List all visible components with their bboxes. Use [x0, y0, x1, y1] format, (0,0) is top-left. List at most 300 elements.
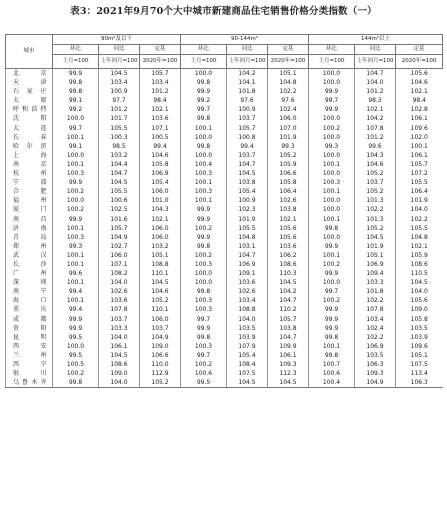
index-value: 100.8: [227, 133, 268, 142]
index-value: 99.7: [53, 124, 99, 133]
city-name: 郑州: [6, 242, 53, 251]
index-value: 99.8: [309, 333, 355, 342]
index-value: 101.9: [268, 133, 309, 142]
index-value: 102.2: [396, 215, 443, 224]
index-value: 105.2: [355, 187, 396, 196]
table-row: [6, 260, 443, 269]
index-value: 105.2: [355, 224, 396, 233]
index-value: 99.9: [309, 305, 355, 314]
index-value: 104.5: [99, 178, 140, 187]
index-value: 109.4: [355, 269, 396, 278]
index-value: 110.3: [268, 269, 309, 278]
index-value: 104.0: [99, 333, 140, 342]
index-value: 107.1: [99, 260, 140, 269]
index-value: 101.9: [396, 196, 443, 205]
index-value: 107.8: [355, 305, 396, 314]
index-value: 106.9: [355, 260, 396, 269]
base-header-prev-year: 上年同月=100: [355, 55, 396, 69]
index-value: 102.2: [355, 333, 396, 342]
index-value: 109.3: [268, 360, 309, 369]
index-value: 99.9: [53, 69, 99, 79]
index-value: 105.5: [99, 187, 140, 196]
index-value: 102.6: [227, 287, 268, 296]
index-value: 100.0: [309, 133, 355, 142]
index-value: 106.9: [355, 342, 396, 351]
sub-header-fixed: 定基: [396, 45, 443, 55]
index-value: 99.4: [53, 305, 99, 314]
sub-header-yoy: 同比: [355, 45, 396, 55]
index-value: 99.9: [53, 324, 99, 333]
sub-header-mom: 环比: [309, 45, 355, 55]
index-value: 102.1: [355, 105, 396, 114]
index-value: 102.2: [268, 87, 309, 96]
index-value: 104.8: [396, 233, 443, 242]
index-value: 99.4: [53, 287, 99, 296]
city-name: 成都: [6, 315, 53, 324]
index-value: 100.1: [53, 224, 99, 233]
index-value: 109.0: [396, 305, 443, 314]
index-value: 103.6: [140, 114, 181, 123]
index-value: 101.2: [355, 87, 396, 96]
index-value: 105.6: [268, 224, 309, 233]
index-value: 100.0: [309, 69, 355, 79]
index-value: 103.1: [227, 242, 268, 251]
index-value: 98.4: [396, 96, 443, 105]
index-value: 106.1: [268, 351, 309, 360]
index-value: 99.9: [309, 324, 355, 333]
group-header-large: 144m²以上: [309, 35, 443, 45]
table-row: [6, 305, 443, 314]
index-value: 103.3: [99, 324, 140, 333]
index-value: 103.8: [268, 205, 309, 214]
index-value: 99.9: [309, 105, 355, 114]
table-row: [6, 287, 443, 296]
index-value: 105.7: [99, 224, 140, 233]
group-header-medium: 90-144m²: [181, 35, 309, 45]
index-value: 103.5: [396, 324, 443, 333]
table-row: [6, 133, 443, 142]
index-value: 105.2: [140, 378, 181, 388]
table-row: [6, 142, 443, 151]
index-value: 100.7: [309, 360, 355, 369]
index-value: 104.5: [227, 169, 268, 178]
index-value: 104.9: [355, 378, 396, 388]
index-value: 105.1: [268, 69, 309, 79]
index-value: 100.0: [309, 78, 355, 87]
index-value: 103.7: [227, 114, 268, 123]
table-row: [6, 242, 443, 251]
index-value: 110.0: [140, 360, 181, 369]
index-value: 104.5: [355, 233, 396, 242]
index-value: 100.1: [53, 260, 99, 269]
index-value: 101.7: [99, 114, 140, 123]
index-value: 102.8: [396, 105, 443, 114]
sub-header-yoy: 同比: [227, 45, 268, 55]
sub-header-mom: 环比: [53, 45, 99, 55]
index-value: 100.2: [309, 124, 355, 133]
index-value: 97.7: [99, 96, 140, 105]
index-value: 104.3: [140, 205, 181, 214]
index-value: 106.1: [99, 342, 140, 351]
table-row: [6, 105, 443, 114]
index-value: 100.6: [181, 369, 227, 378]
index-value: 101.0: [140, 196, 181, 205]
index-value: 103.6: [99, 296, 140, 305]
index-value: 108.2: [99, 269, 140, 278]
index-value: 99.8: [181, 242, 227, 251]
base-header-2020: 2020年=100: [268, 55, 309, 69]
index-value: 99.2: [53, 105, 99, 114]
index-value: 103.7: [355, 178, 396, 187]
table-row: [6, 87, 443, 96]
base-header-prev-year: 上年同月=100: [227, 55, 268, 69]
index-value: 99.9: [309, 315, 355, 324]
city-name: 福州: [6, 196, 53, 205]
index-value: 103.5: [355, 351, 396, 360]
index-value: 99.4: [140, 142, 181, 151]
index-value: 99.9: [53, 215, 99, 224]
table-row: [6, 351, 443, 360]
index-value: 99.9: [53, 315, 99, 324]
city-name: 西安: [6, 342, 53, 351]
index-value: 103.5: [227, 324, 268, 333]
table-row: [6, 114, 443, 123]
city-name: 济南: [6, 224, 53, 233]
city-name: 宁波: [6, 178, 53, 187]
table-row: [6, 342, 443, 351]
index-value: 100.3: [53, 233, 99, 242]
index-value: 100.1: [53, 251, 99, 260]
index-value: 107.0: [268, 124, 309, 133]
index-value: 101.2: [140, 87, 181, 96]
index-value: 103.8: [227, 178, 268, 187]
index-value: 99.8: [53, 87, 99, 96]
index-value: 100.1: [181, 124, 227, 133]
index-value: 100.3: [53, 169, 99, 178]
city-name: 武汉: [6, 251, 53, 260]
sub-header-fixed: 定基: [140, 45, 181, 55]
page-title: 表3：2021年9月70个大中城市新建商品住宅销售价格分类指数（一）: [70, 6, 377, 17]
group-header-small: 90m²及以下: [53, 35, 181, 45]
index-value: 100.1: [53, 278, 99, 287]
city-name: 杭州: [6, 169, 53, 178]
table-row: [6, 333, 443, 342]
city-name: 广州: [6, 269, 53, 278]
base-header-prev-year: 上年同月=100: [99, 55, 140, 69]
index-value: 103.6: [227, 278, 268, 287]
index-value: 102.6: [268, 196, 309, 205]
index-value: 101.9: [355, 242, 396, 251]
index-value: 108.8: [140, 260, 181, 269]
index-value: 109.3: [355, 369, 396, 378]
index-value: 100.0: [309, 114, 355, 123]
index-value: 104.9: [99, 233, 140, 242]
city-name: 呼和浩特: [6, 105, 53, 114]
index-value: 99.8: [181, 114, 227, 123]
index-value: 99.1: [53, 142, 99, 151]
city-name: 长春: [6, 133, 53, 142]
index-value: 99.8: [181, 78, 227, 87]
index-value: 100.3: [181, 260, 227, 269]
index-value: 105.4: [227, 351, 268, 360]
index-value: 100.0: [309, 196, 355, 205]
index-value: 102.7: [99, 242, 140, 251]
city-name: 厦门: [6, 205, 53, 214]
index-value: 103.3: [355, 278, 396, 287]
index-value: 105.7: [140, 69, 181, 79]
index-value: 99.8: [53, 78, 99, 87]
index-value: 100.2: [181, 251, 227, 260]
index-value: 100.2: [53, 205, 99, 214]
index-value: 100.1: [309, 187, 355, 196]
index-value: 100.6: [309, 369, 355, 378]
index-value: 100.0: [309, 151, 355, 160]
table-row: [6, 215, 443, 224]
index-value: 100.0: [181, 69, 227, 79]
table-row: [6, 196, 443, 205]
index-value: 105.8: [396, 315, 443, 324]
city-name: 兰州: [6, 351, 53, 360]
index-value: 106.9: [227, 260, 268, 269]
city-name: 昆明: [6, 333, 53, 342]
index-value: 100.2: [53, 187, 99, 196]
index-value: 106.0: [140, 315, 181, 324]
index-value: 107.9: [227, 342, 268, 351]
index-value: 97.6: [227, 96, 268, 105]
index-value: 102.4: [268, 105, 309, 114]
index-value: 106.2: [268, 251, 309, 260]
index-value: 104.0: [99, 378, 140, 388]
base-header-2020: 2020年=100: [396, 55, 443, 69]
index-value: 100.3: [181, 305, 227, 314]
index-value: 101.2: [99, 105, 140, 114]
index-value: 104.2: [268, 287, 309, 296]
index-value: 100.0: [53, 151, 99, 160]
index-value: 103.4: [99, 78, 140, 87]
index-value: 105.5: [396, 224, 443, 233]
table-row: [6, 69, 443, 79]
index-value: 101.9: [227, 215, 268, 224]
index-value: 99.9: [181, 87, 227, 96]
index-value: 113.4: [396, 369, 443, 378]
city-name: 南昌: [6, 215, 53, 224]
index-value: 110.1: [140, 269, 181, 278]
index-value: 98.3: [355, 96, 396, 105]
index-value: 106.9: [140, 169, 181, 178]
city-name: 合肥: [6, 187, 53, 196]
index-value: 100.9: [227, 105, 268, 114]
index-value: 105.6: [396, 69, 443, 79]
index-value: 105.7: [396, 160, 443, 169]
index-value: 101.3: [355, 196, 396, 205]
index-value: 99.8: [53, 378, 99, 388]
city-name: 乌鲁木齐: [6, 378, 53, 388]
index-value: 103.8: [268, 324, 309, 333]
index-value: 104.5: [99, 351, 140, 360]
city-name: 青岛: [6, 233, 53, 242]
base-header-2020: 2020年=100: [140, 55, 181, 69]
index-value: 100.0: [181, 151, 227, 160]
index-value: 104.6: [355, 160, 396, 169]
index-value: 102.6: [99, 287, 140, 296]
city-name: 石家庄: [6, 87, 53, 96]
index-value: 104.0: [227, 315, 268, 324]
index-value: 99.6: [355, 142, 396, 151]
index-value: 100.3: [309, 178, 355, 187]
index-value: 104.5: [396, 278, 443, 287]
index-value: 106.6: [268, 169, 309, 178]
city-name: 重庆: [6, 305, 53, 314]
index-value: 105.5: [396, 178, 443, 187]
index-value: 99.7: [181, 315, 227, 324]
index-value: 100.0: [309, 205, 355, 214]
index-value: 109.6: [396, 342, 443, 351]
index-value: 104.2: [227, 69, 268, 79]
table-row: [6, 124, 443, 133]
city-name: 沈阳: [6, 114, 53, 123]
index-value: 100.1: [309, 251, 355, 260]
index-value: 108.6: [268, 260, 309, 269]
index-value: 102.1: [140, 215, 181, 224]
table-row: [6, 151, 443, 160]
city-name: 北京: [6, 69, 53, 79]
index-value: 107.1: [140, 124, 181, 133]
index-value: 99.5: [53, 333, 99, 342]
index-value: 102.5: [99, 205, 140, 214]
index-value: 104.1: [227, 78, 268, 87]
table-row: [6, 178, 443, 187]
index-value: 110.1: [140, 305, 181, 314]
index-value: 99.7: [181, 351, 227, 360]
index-value: 106.4: [396, 187, 443, 196]
index-value: 104.6: [396, 78, 443, 87]
index-value: 100.0: [181, 269, 227, 278]
index-value: 99.9: [309, 269, 355, 278]
index-value: 100.1: [309, 160, 355, 169]
table-row: [6, 269, 443, 278]
index-value: 106.0: [140, 233, 181, 242]
index-value: 99.7: [181, 105, 227, 114]
index-value: 105.1: [396, 351, 443, 360]
index-value: 104.8: [268, 78, 309, 87]
index-value: 109.0: [140, 342, 181, 351]
index-value: 104.3: [355, 151, 396, 160]
index-value: 108.8: [227, 305, 268, 314]
city-name: 大连: [6, 124, 53, 133]
table-row: [6, 160, 443, 169]
index-value: 109.1: [227, 269, 268, 278]
city-name: 银川: [6, 369, 53, 378]
city-name: 西宁: [6, 360, 53, 369]
base-header-prev-month: 上月=100: [53, 55, 99, 69]
index-value: 107.5: [396, 360, 443, 369]
table-row: [6, 251, 443, 260]
index-value: 108.6: [99, 360, 140, 369]
index-value: 100.1: [309, 215, 355, 224]
index-value: 109.0: [99, 369, 140, 378]
index-value: 105.2: [355, 169, 396, 178]
index-value: 99.5: [53, 351, 99, 360]
table-row: [6, 360, 443, 369]
table-row: [6, 233, 443, 242]
table-row: [6, 378, 443, 388]
index-value: 104.7: [99, 169, 140, 178]
index-value: 103.7: [140, 324, 181, 333]
index-value: 105.2: [140, 296, 181, 305]
index-value: 102.4: [355, 324, 396, 333]
index-value: 101.8: [227, 87, 268, 96]
index-value: 105.9: [268, 160, 309, 169]
index-value: 98.5: [99, 142, 140, 151]
city-name: 海口: [6, 296, 53, 305]
table-row: [6, 315, 443, 324]
index-value: 107.8: [355, 124, 396, 133]
index-value: 100.4: [181, 160, 227, 169]
index-value: 100.3: [99, 133, 140, 142]
index-value: 99.8: [309, 224, 355, 233]
table-row: [6, 296, 443, 305]
index-value: 99.9: [181, 205, 227, 214]
index-value: 108.4: [227, 360, 268, 369]
index-value: 100.3: [181, 342, 227, 351]
index-value: 106.0: [99, 251, 140, 260]
index-value: 100.1: [53, 296, 99, 305]
sub-header-fixed: 定基: [268, 45, 309, 55]
index-value: 100.1: [396, 142, 443, 151]
index-value: 99.2: [181, 96, 227, 105]
index-value: 100.0: [53, 342, 99, 351]
index-value: 104.8: [227, 233, 268, 242]
index-value: 104.2: [355, 114, 396, 123]
city-name: 南京: [6, 160, 53, 169]
base-header-prev-month: 上月=100: [181, 55, 227, 69]
index-value: 99.9: [181, 324, 227, 333]
index-value: 102.3: [227, 205, 268, 214]
index-value: 103.4: [355, 315, 396, 324]
index-value: 99.8: [181, 142, 227, 151]
index-value: 99.3: [53, 242, 99, 251]
table-row: [6, 169, 443, 178]
index-value: 103.6: [268, 242, 309, 251]
city-header: 城市: [6, 35, 53, 69]
index-value: 104.0: [99, 278, 140, 287]
index-value: 100.1: [181, 196, 227, 205]
city-name: 天津: [6, 78, 53, 87]
index-value: 103.4: [227, 296, 268, 305]
index-value: 99.3: [268, 142, 309, 151]
index-value: 105.2: [268, 151, 309, 160]
index-value: 106.3: [396, 378, 443, 388]
index-value: 103.4: [140, 78, 181, 87]
index-value: 104.4: [99, 160, 140, 169]
base-header-prev-month: 上月=100: [309, 55, 355, 69]
city-name: 南宁: [6, 287, 53, 296]
index-value: 104.6: [140, 151, 181, 160]
index-value: 104.7: [355, 69, 396, 79]
index-value: 104.0: [396, 205, 443, 214]
index-value: 100.5: [53, 360, 99, 369]
index-value: 105.1: [355, 251, 396, 260]
index-value: 104.5: [268, 378, 309, 388]
index-value: 105.8: [268, 178, 309, 187]
index-value: 100.3: [181, 296, 227, 305]
index-value: 100.9: [227, 196, 268, 205]
index-value: 110.5: [396, 269, 443, 278]
index-value: 103.2: [99, 151, 140, 160]
index-value: 110.2: [268, 305, 309, 314]
index-value: 103.9: [227, 333, 268, 342]
city-name: 哈尔滨: [6, 142, 53, 151]
